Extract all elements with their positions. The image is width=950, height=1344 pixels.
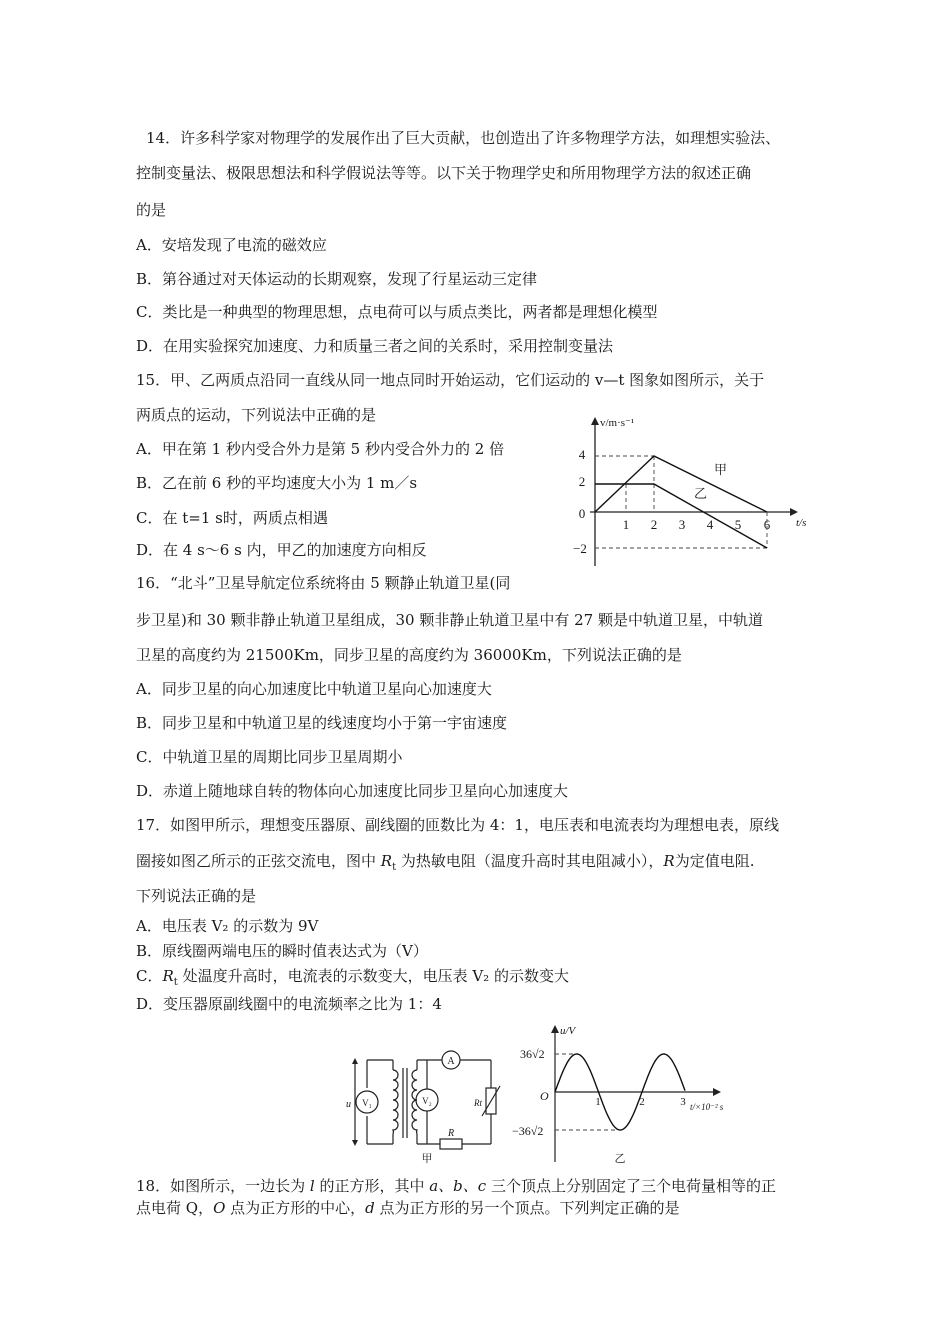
q14-option-c: C．类比是一种典型的物理思想，点电荷可以与质点类比，两者都是理想化模型: [136, 303, 658, 321]
q18-text-1a: 18．如图所示，一边长为: [136, 1177, 310, 1195]
wave-x-arrow-icon: [713, 1088, 721, 1096]
wave-x-tick-3: 3: [680, 1096, 686, 1108]
q18-abc-symbols: a、b、c: [429, 1177, 487, 1195]
circuit-rt-label: Rt: [474, 1098, 482, 1108]
q16-option-b: B．同步卫星和中轨道卫星的线速度均小于第一宇宙速度: [136, 714, 508, 732]
q17-voltage-waveform: [510, 1022, 770, 1166]
q17-stem-text-a: 圈接如图乙所示的正弦交流电，图中: [136, 852, 381, 870]
q16-option-c: C．中轨道卫星的周期比同步卫星周期小: [136, 748, 403, 766]
q17-stem-line-3: 下列说法正确的是: [136, 887, 257, 905]
q17-circuit-diagram: [345, 1048, 505, 1164]
q17-option-c-rt: R: [162, 967, 174, 985]
vt-line-yi: [595, 484, 767, 548]
q16-stem-line-1: 16．“北斗”卫星导航定位系统将由 5 颗静止轨道卫星(同: [136, 574, 511, 592]
vt-y-tick-2: 2: [578, 474, 586, 489]
wave-peak-label: 36√2: [520, 1047, 545, 1061]
vt-x-tick-5: 5: [734, 517, 742, 532]
circuit-v2-label: V₂: [422, 1096, 432, 1106]
vt-x-arrow-icon: [790, 508, 798, 516]
circuit-u-arrow-up-icon: [352, 1058, 358, 1064]
q16-option-d: D．赤道上随地球自转的物体向心加速度比同步卫星向心加速度大: [136, 782, 569, 800]
q17-stem-line-1: 17．如图甲所示，理想变压器原、副线圈的匝数比为 4：1，电压表和电流表均为理想电表，原线: [136, 816, 779, 834]
circuit-resistor-r: [440, 1139, 462, 1149]
q14-option-b: B．第谷通过对天体运动的长期观察，发现了行星运动三定律: [136, 270, 538, 288]
q14-option-d: D．在用实验探究加速度、力和质量三者之间的关系时，采用控制变量法: [136, 337, 614, 355]
q18-text-1b: 的正方形，其中: [314, 1177, 430, 1195]
circuit-ammeter-label: A: [447, 1056, 455, 1067]
vt-y-tick-0: 0: [578, 506, 586, 521]
q16-option-a: A．同步卫星的向心加速度比中轨道卫星向心加速度大: [136, 680, 492, 698]
q18-stem-line-2: [136, 1198, 680, 1218]
vt-x-tick-6: 6: [763, 517, 771, 532]
q17-option-c-prefix: C．: [136, 967, 163, 985]
q17-stem-line-2: [136, 851, 754, 878]
q18-o-symbol: O: [213, 1199, 226, 1217]
q16-stem-line-2: 步卫星)和 30 颗非静止轨道卫星组成，30 颗非静止轨道卫星中有 27 颗是中轨道卫星，中轨道: [136, 611, 763, 629]
wave-origin-label: O: [540, 1089, 549, 1103]
q17-option-c-sub: t: [173, 977, 178, 988]
circuit-u-label: u: [346, 1099, 351, 1110]
vt-y-axis-label: v/m·s⁻¹: [600, 417, 635, 429]
q18-text-1c: 三个顶点上分别固定了三个电荷量相等的正: [486, 1177, 776, 1195]
vt-x-tick-4: 4: [706, 517, 714, 532]
vt-x-tick-3: 3: [678, 517, 686, 532]
wave-x-tick-2: 2: [639, 1096, 645, 1108]
vt-x-tick-2: 2: [650, 517, 658, 532]
q17-option-d: D．变压器原副线圈中的电流频率之比为 1：4: [136, 995, 442, 1013]
vt-y-tick-neg2: −2: [573, 541, 587, 556]
vt-y-tick-4: 4: [578, 447, 586, 462]
wave-x-axis-label: t/×10⁻² s: [690, 1102, 724, 1112]
q17-option-b: B．原线圈两端电压的瞬时值表达式为（V）: [136, 942, 428, 960]
vt-label-yi: 乙: [694, 486, 708, 501]
circuit-u-arrow-down-icon: [352, 1140, 358, 1146]
q15-stem-line-1: 15．甲、乙两质点沿同一直线从同一地点同时开始运动，它们运动的 v—t 图象如图所示，关于: [136, 371, 765, 389]
q17-option-c-rest: 处温度升高时，电流表的示数变大，电压表 V₂ 的示数变大: [177, 967, 569, 985]
q14-option-a: A．安培发现了电流的磁效应: [136, 236, 327, 254]
q15-option-a: A．甲在第 1 秒内受合外力是第 5 秒内受合外力的 2 倍: [136, 440, 505, 458]
q16-stem-line-3: 卫星的高度约为 21500Km，同步卫星的高度约为 36000Km，下列说法正确的是: [136, 646, 682, 664]
q15-option-c: C．在 t=1 s时，两质点相遇: [136, 509, 328, 527]
q17-rt-sub: t: [392, 862, 397, 873]
q14-stem-line-2: 控制变量法、极限思想法和科学假说法等等。以下关于物理学史和所用物理学方法的叙述正确: [136, 164, 752, 182]
q17-stem-text-c: 为定值电阻.: [674, 852, 755, 870]
wave-y-arrow-icon: [551, 1025, 559, 1033]
q17-rt-symbol: R: [380, 852, 393, 870]
vt-label-jia: 甲: [714, 462, 728, 477]
circuit-thermistor-slash: [482, 1086, 500, 1116]
q17-stem-text-b: 为热敏电阻（温度升高时其电阻减小），: [396, 852, 664, 870]
q15-vt-graph: [560, 412, 820, 568]
q18-stem-line-1: [136, 1176, 776, 1196]
q14-stem-line-1: 14．许多科学家对物理学的发展作出了巨大贡献，也创造出了许多物理学方法，如理想实验法、: [146, 129, 781, 147]
q15-option-d: D．在 4 s～6 s 内，甲乙的加速度方向相反: [136, 541, 427, 559]
wave-caption: 乙: [614, 1153, 626, 1165]
q17-r-symbol: R: [663, 852, 675, 870]
q18-d-symbol: d: [365, 1199, 375, 1217]
circuit-caption: 甲: [421, 1153, 433, 1164]
q18-l-symbol: l: [309, 1177, 315, 1195]
wave-trough-label: −36√2: [512, 1124, 544, 1138]
q15-stem-line-2: 两质点的运动，下列说法中正确的是: [136, 406, 377, 424]
circuit-primary-coil: [393, 1070, 398, 1134]
circuit-r-label: R: [447, 1128, 455, 1139]
wave-y-axis-label: u/V: [560, 1025, 576, 1037]
vt-x-axis-label: t/s: [796, 517, 807, 529]
q17-option-c: [136, 966, 569, 993]
q18-text-2c: 点为正方形的另一个顶点。下列判定正确的是: [374, 1199, 680, 1217]
circuit-v1-label: V₁: [362, 1098, 372, 1108]
q17-option-a: A．电压表 V₂ 的示数为 9V: [136, 917, 319, 935]
q18-text-2b: 点为正方形的中心，: [225, 1199, 366, 1217]
wave-x-tick-1: 1: [595, 1096, 601, 1108]
q14-stem-line-3: 的是: [136, 201, 167, 219]
vt-y-arrow-icon: [591, 417, 599, 425]
q15-option-b: B．乙在前 6 秒的平均速度大小为 1 m／s: [136, 474, 418, 492]
vt-x-tick-1: 1: [622, 517, 630, 532]
q18-text-2a: 点电荷 Q，: [136, 1199, 214, 1217]
